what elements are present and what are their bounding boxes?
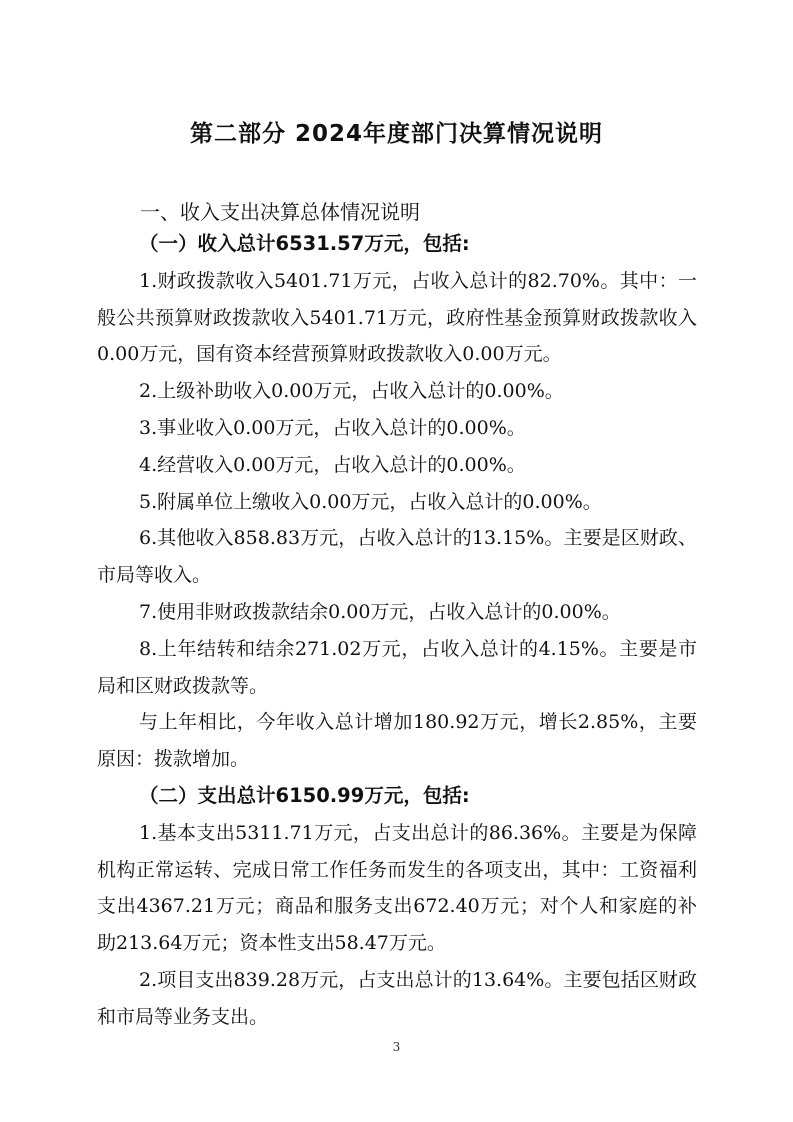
expense-item-2: 2.项目支出839.28万元，占支出总计的13.64%。主要包括区财政和市局等业务支出。 (97, 968, 697, 1028)
income-item-5: 5.附属单位上缴收入0.00万元，占收入总计的0.00%。 (139, 490, 602, 513)
income-item-1: 1.财政拨款收入5401.71万元，占收入总计的82.70%。其中：一般公共预算财政拨款收入5401.71万元，政府性基金预算财政拨款收入0.00万元，国有资本经营预算财政拨款收入0.00万元。 (97, 269, 697, 366)
income-heading: （一）收入总计6531.57万元，包括: (139, 232, 470, 255)
income-item-8: 8.上年结转和结余271.02万元，占收入总计的4.15%。主要是市局和区财政拨款等。 (97, 637, 697, 697)
income-comparison: 与上年相比，今年收入总计增加180.92万元，增长2.85%，主要原因：拨款增加。 (97, 711, 697, 771)
expense-heading: （二）支出总计6150.99万元，包括: (139, 783, 470, 807)
document-body (97, 226, 697, 1036)
page-title: 第二部分 2024年度部门决算情况说明 (189, 121, 604, 147)
income-item-6: 6.其他收入858.83万元，占收入总计的13.15%。主要是区财政、市局等收入。 (97, 527, 697, 587)
page-number: 3 (392, 1040, 401, 1054)
income-item-2: 2.上级补助收入0.00万元，占收入总计的0.00%。 (139, 380, 564, 403)
expense-item-1: 1.基本支出5311.71万元，占支出总计的86.36%。主要是为保障机构正常运转、完成日常工作任务而发生的各项支出，其中：工资福利支出4367.21万元；商品和服务支出672.40万元；对个人和家庭的补助213.64万元；资本性支出58.47万元。 (97, 821, 697, 955)
income-item-4: 4.经营收入0.00万元，占收入总计的0.00%。 (139, 453, 526, 476)
income-item-3: 3.事业收入0.00万元，占收入总计的0.00%。 (139, 416, 526, 439)
section-heading: 一、收入支出决算总体情况说明 (140, 200, 420, 224)
income-item-7: 7.使用非财政拨款结余0.00万元，占收入总计的0.00%。 (139, 600, 621, 623)
